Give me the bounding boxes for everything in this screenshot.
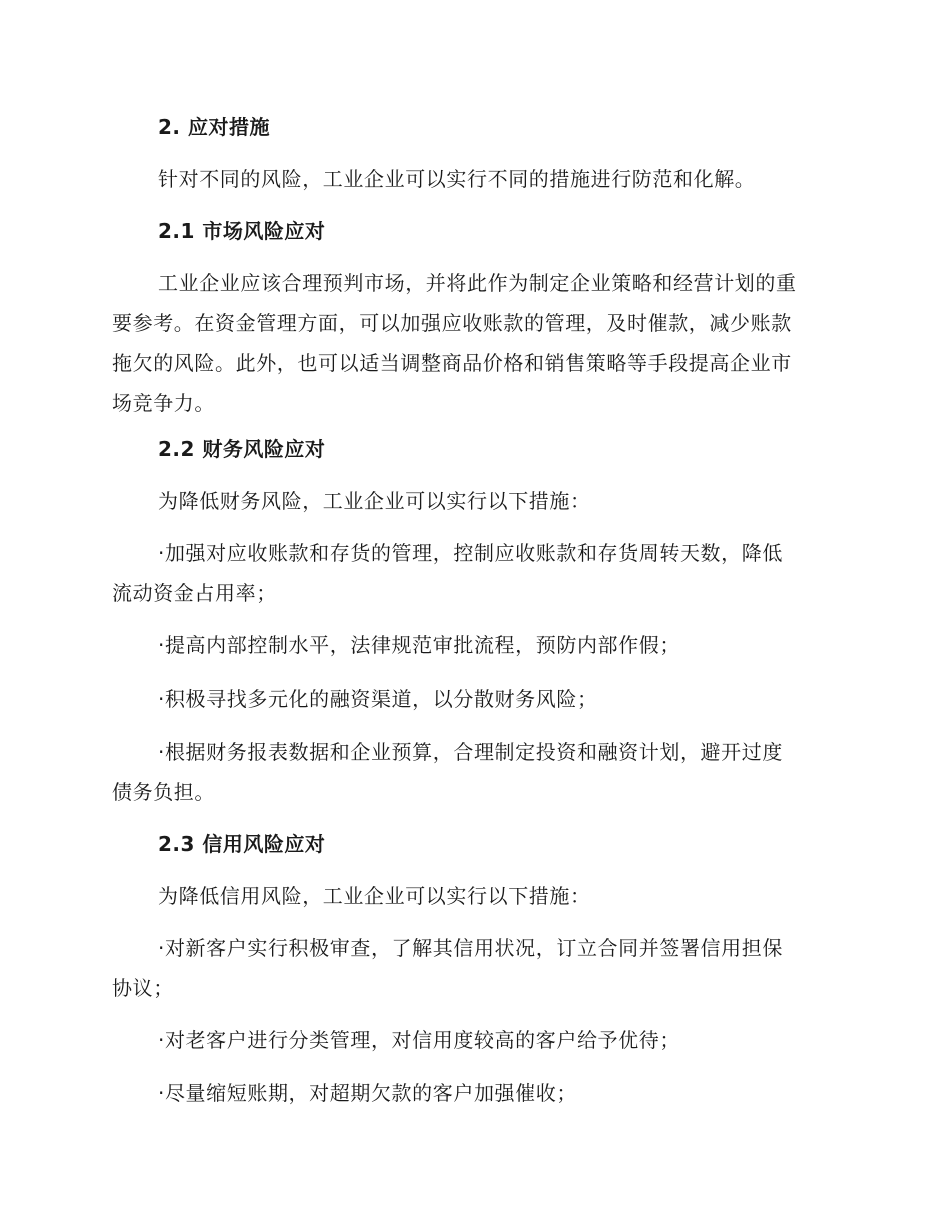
section-heading: 2. 应对措施: [158, 115, 270, 139]
credit-risk-heading: 2.3 信用风险应对: [158, 832, 326, 856]
market-risk-heading: 2.1 市场风险应对: [158, 219, 326, 243]
market-paragraph-line: 工业企业应该合理预判市场，并将此作为制定企业策略和经营计划的重: [158, 271, 797, 295]
finance-risk-heading: 2.2 财务风险应对: [158, 437, 326, 461]
market-paragraph-line: 要参考。在资金管理方面，可以加强应收账款的管理，及时催款，减少账款: [112, 311, 792, 335]
finance-bullet-item: ·积极寻找多元化的融资渠道，以分散财务风险；: [158, 687, 598, 711]
market-paragraph-line: 拖欠的风险。此外，也可以适当调整商品价格和销售策略等手段提高企业市: [112, 351, 792, 375]
finance-intro: 为降低财务风险，工业企业可以实行以下措施：: [158, 489, 591, 513]
finance-bullet-continuation: 债务负担。: [112, 780, 215, 804]
market-paragraph-line: 场竞争力。: [112, 391, 215, 415]
credit-bullet-continuation: 协议；: [112, 976, 174, 1000]
finance-bullet-item: ·提高内部控制水平，法律规范审批流程，预防内部作假；: [158, 633, 680, 657]
credit-bullet-item: ·尽量缩短账期，对超期欠款的客户加强催收；: [158, 1081, 577, 1105]
credit-bullet-item: ·对新客户实行积极审查，了解其信用状况，订立合同并签署信用担保: [158, 936, 783, 960]
credit-intro: 为降低信用风险，工业企业可以实行以下措施：: [158, 884, 591, 908]
finance-bullet-item: ·加强对应收账款和存货的管理，控制应收账款和存货周转天数，降低: [158, 541, 783, 565]
credit-bullet-item: ·对老客户进行分类管理，对信用度较高的客户给予优待；: [158, 1028, 680, 1052]
section-intro: 针对不同的风险，工业企业可以实行不同的措施进行防范和化解。: [158, 167, 756, 191]
finance-bullet-item: ·根据财务报表数据和企业预算，合理制定投资和融资计划，避开过度: [158, 740, 783, 764]
finance-bullet-continuation: 流动资金占用率；: [112, 581, 277, 605]
